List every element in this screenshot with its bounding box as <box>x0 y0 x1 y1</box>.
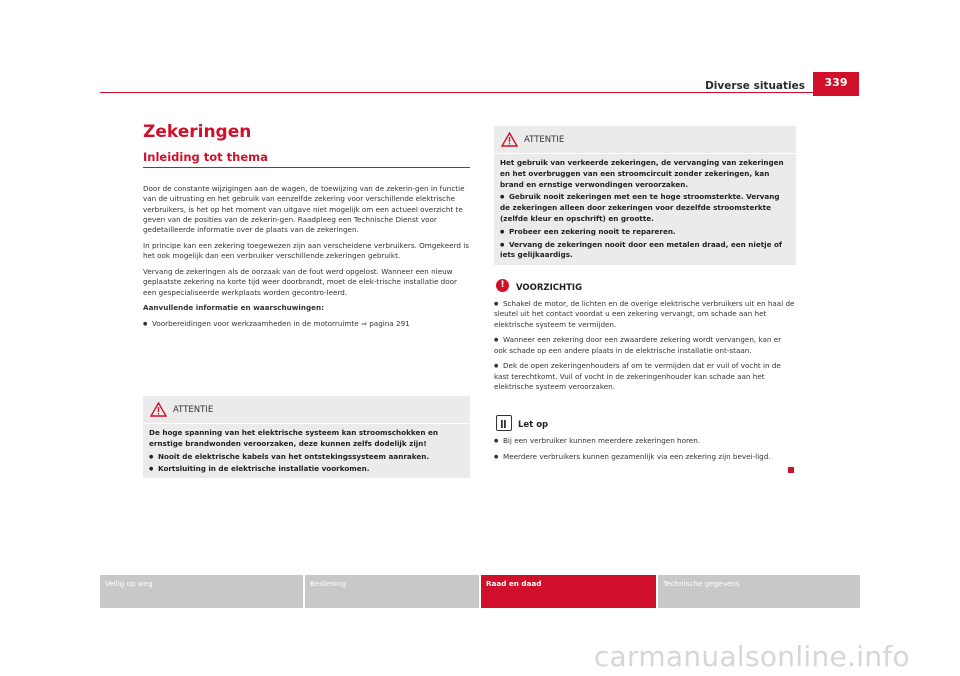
note-item <box>494 452 796 462</box>
footer-tab-label[interactable]: Raad en daad <box>486 579 542 588</box>
caution-item-text: Schakel de motor, de lichten en de overige elektrische verbruikers uit en haal de sleutel uit het contact voordat u een zekering vervangt, om schade aan het elektrische systeem te vermijden. <box>494 299 795 329</box>
caution-item-text: Wanneer een zekering door een zwaardere zekering wordt vervangen, kan er ook schade op een andere plaats in de elektrische installatie ont-staan. <box>494 335 782 355</box>
intro-paragraph-3: Vervang de zekeringen als de oorzaak van de fout werd opgelost. Wanneer een nieuw geplaatste zekering na korte tijd weer doorbrandt, moet de elek-trische installatie door een gespecialiseerde werkplaats worden gecontro-leerd. <box>143 267 457 297</box>
attention-item-text: Kortsluiting in de elektrische installatie voorkomen. <box>158 464 370 474</box>
note-lines-icon <box>497 417 511 431</box>
attention-header-divider <box>494 153 796 154</box>
header-rule <box>100 92 813 93</box>
footer-tab-label[interactable]: Veilig op weg <box>105 579 153 588</box>
warning-triangle-icon <box>150 402 167 417</box>
note-item-text: Bij een verbruiker kunnen meerdere zekeringen horen. <box>503 436 701 445</box>
intro-paragraph-1: Door de constante wijzigingen aan de wagen, de toewijzing van de zekerin-gen in functie van de uitrusting en het gebruik van eenzelfde zekering voor verschillende elektrische verbruikers, is het op het moment van uitgave niet mogelijk om een actueel overzicht te geven van de posities van de zekerin-gen. Raadpleeg een Technische Dienst voor gedetailleerde informatie over de plaats van de zekeringen. <box>143 184 465 235</box>
intro-text <box>143 184 471 335</box>
page-title: Zekeringen <box>143 122 252 142</box>
caution-item <box>494 299 796 330</box>
additional-info-link-text[interactable]: Voorbereidingen voor werkzaamheden in de motorruimte ⇒ pagina 291 <box>152 319 410 329</box>
note-body <box>494 436 796 468</box>
attention-item <box>149 464 464 475</box>
attention-box-right <box>494 126 796 265</box>
page-subtitle: Inleiding tot thema <box>143 150 268 164</box>
caution-item <box>494 335 796 356</box>
note-icon <box>496 415 512 431</box>
attention-lead: De hoge spanning van het elektrische systeem kan stroomschokken en ernstige brandwonden veroorzaken, deze kunnen zelfs dodelijk zijn! <box>149 428 438 448</box>
warning-triangle-icon <box>501 132 518 147</box>
note-item-text: Meerdere verbruikers kunnen gezamenlijk via een zekering zijn bevei-ligd. <box>503 451 771 461</box>
caution-label: VOORZICHTIG <box>516 283 583 293</box>
subtitle-rule <box>143 167 470 168</box>
attention-item <box>149 452 464 463</box>
attention-item-text: Probeer een zekering nooit te repareren. <box>509 226 676 236</box>
attention-label: ATTENTIE <box>173 405 214 415</box>
additional-info-link[interactable] <box>143 319 471 329</box>
attention-header <box>143 396 470 424</box>
footer-tab-raad-en-daad[interactable] <box>481 575 656 608</box>
section-title: Diverse situaties <box>705 80 805 92</box>
attention-item <box>500 227 790 238</box>
watermark-text: carmanualsonline.info <box>593 640 910 673</box>
page-number: 339 <box>824 76 848 89</box>
attention-lead: Het gebruik van verkeerde zekeringen, de vervanging van zekeringen en het overbruggen van een stroomcircuit zonder zekeringen, kan brand en ernstige verwondingen veroorzaken. <box>500 158 784 189</box>
attention-header-divider <box>143 423 470 424</box>
intro-paragraph-2: In principe kan een zekering toegewezen zijn aan verscheidene verbruikers. Omgekeerd is het ook mogelijk dan een verbruiker verschillende zekeringen gebruikt. <box>143 240 469 261</box>
attention-label: ATTENTIE <box>524 135 565 145</box>
note-label: Let op <box>518 420 549 430</box>
note-item <box>494 436 796 446</box>
attention-item <box>500 240 790 262</box>
attention-body <box>149 428 464 477</box>
caution-item-text: Dek de open zekeringenhouders af om te vermijden dat er vuil of vocht in de kast terechtkomt. Vuil of vocht in de zekeringenhouder kan schade aan het elektrische systeem veroorzaken. <box>494 361 781 392</box>
caution-item <box>494 361 796 392</box>
attention-box-left <box>143 396 470 478</box>
attention-header <box>494 126 796 154</box>
watermark <box>0 640 960 676</box>
additional-info-heading: Aanvullende informatie en waarschuwingen: <box>143 303 324 313</box>
footer-tab-label[interactable]: Bediening <box>310 579 347 588</box>
footer-tab-veilig-op-weg[interactable] <box>100 575 303 608</box>
footer-tab-bediening[interactable] <box>305 575 479 608</box>
end-of-section-mark <box>788 467 794 473</box>
attention-item-text: Nooit de elektrische kabels van het ontstekingssysteem aanraken. <box>158 451 430 461</box>
caution-exclamation-icon: ! <box>496 279 509 292</box>
caution-body <box>494 299 796 398</box>
footer-tab-label[interactable]: Technische gegevens <box>663 579 740 588</box>
attention-item <box>500 192 790 224</box>
footer-tab-technische-gegevens[interactable] <box>658 575 860 608</box>
attention-item-text: Gebruik nooit zekeringen met een te hoge stroomsterkte. Vervang de zekeringen alleen door zekeringen voor dezelfde stroomsterkte (zelfde kleur en opschrift) en grootte. <box>500 192 780 223</box>
attention-body <box>500 158 790 263</box>
attention-item-text: Vervang de zekeringen nooit door een metalen draad, een nietje of iets gelijkaardigs. <box>500 239 783 260</box>
